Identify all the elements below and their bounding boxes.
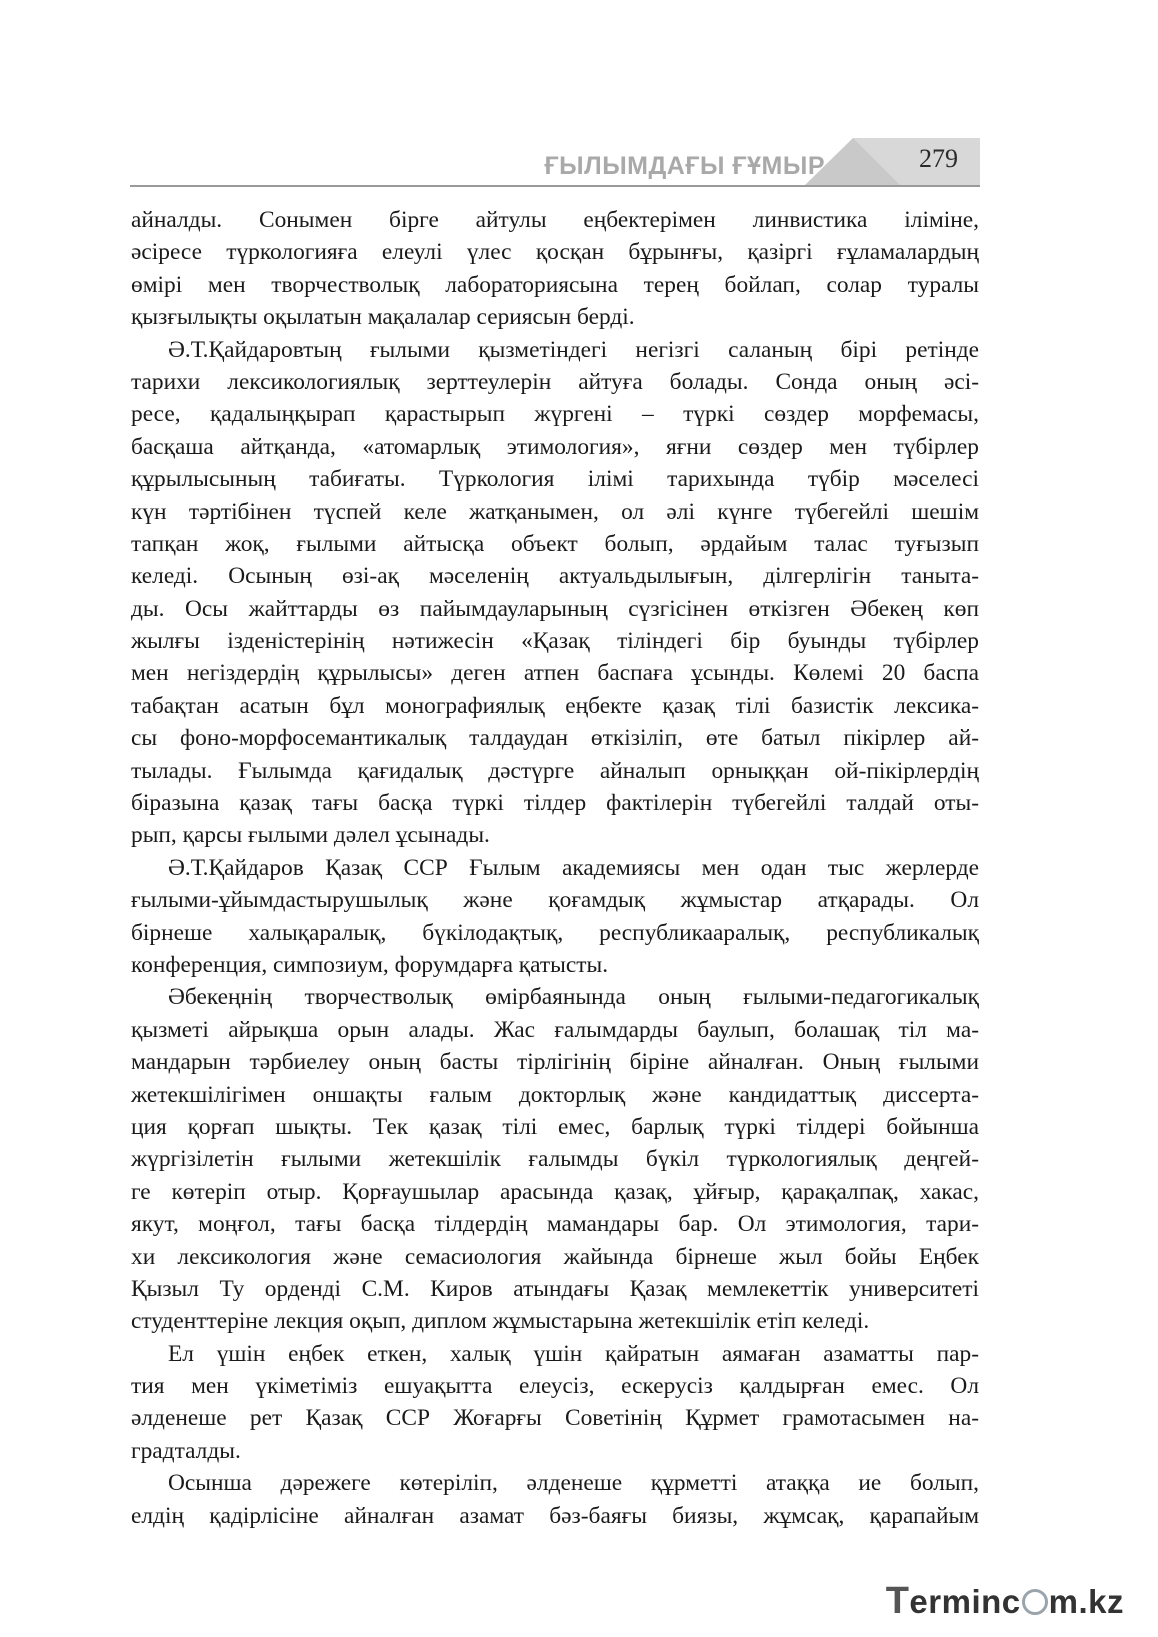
text-line: тапқан жоқ, ғылыми айтысқа объект болып, әрдайым талас туғызып	[131, 530, 979, 557]
text-line: жылғы ізденістерінің нәтижесін «Қазақ тіліндегі бір буынды түбірлер	[131, 628, 979, 655]
text-line: Осынша дәрежеге көтеріліп, әлденеше құрметті атаққа ие болып,	[168, 1470, 979, 1497]
text-line: хи лексикология және семасиология жайында бірнеше жыл бойы Еңбек	[131, 1243, 979, 1270]
text-line: студенттеріне лекция оқып, диплом жұмыстарына жетекшілік етіп келеді.	[131, 1308, 870, 1335]
page-number-tab	[805, 138, 980, 185]
text-line: құрылысының табиғаты. Түркология ілімі тарихында түбір мәселесі	[131, 466, 979, 493]
text-line: сы фоно-морфосемантикалық талдаудан өткізіліп, өте батыл пікірлер ай-	[131, 725, 979, 752]
header-rule	[130, 185, 980, 187]
page-number: 279	[919, 144, 958, 173]
text-line: тарихи лексикологиялық зерттеулерін айтуға болады. Сонда оның әсі-	[131, 368, 979, 395]
text-line: қызметі айрықша орын алады. Жас ғалымдарды баулып, болашақ тіл ма-	[131, 1016, 979, 1043]
text-line: конференция, симпозиум, форумдарға қатысты.	[131, 951, 609, 978]
text-line: келеді. Осының өзі-ақ мәселенің актуальдылығын, ділгерлігін таныта-	[131, 563, 979, 590]
text-line: Ә.Т.Қайдаровтың ғылыми қызметіндегі негізгі саланың бірі ретінде	[168, 336, 979, 363]
text-line: якут, моңғол, тағы басқа тілдердің мамандары бар. Ол этимология, тари-	[131, 1211, 979, 1238]
text-line: жүргізілетін ғылыми жетекшілік ғалымды бүкіл түркологиялық деңгей-	[131, 1146, 979, 1173]
text-line: ды. Осы жайттарды өз пайымдауларының сүзгісінен өткізген Әбекең көп	[131, 595, 979, 622]
running-header-title: ҒЫЛЫМДАҒЫ ҒҰМЫР	[544, 152, 825, 180]
text-line: Әбекеңнің творчестволық өмірбаянында оның ғылыми-педагогикалық	[168, 984, 979, 1011]
text-line: бірнеше халықаралық, бүкілодақтық, республикааралық, республикалық	[131, 919, 979, 946]
text-line: ге көтеріп отыр. Қорғаушылар арасында қазақ, ұйғыр, қарақалпақ, хакас,	[131, 1178, 979, 1205]
text-line: тылады. Ғылымда қағидалық дәстүрге айналып орныққан ой-пікірлердің	[131, 757, 979, 784]
watermark-text-2: m.kz	[1048, 1583, 1124, 1620]
text-line: әлденеше рет Қазақ ССР Жоғарғы Советінің Құрмет грамотасымен на-	[131, 1405, 979, 1432]
text-line: елдің қадірлісіне айналған азамат бәз-баяғы биязы, жұмсақ, қарапайым	[131, 1502, 979, 1529]
text-line: рып, қарсы ғылыми дәлел ұсынады.	[131, 822, 490, 849]
running-header	[130, 138, 980, 188]
text-line: ресе, қадалыңқырап қарастырып жүргені – түркі сөздер морфемасы,	[131, 401, 979, 428]
text-line: қызғылықты оқылатын мақалалар сериясын берді.	[131, 304, 635, 331]
text-line: Қызыл Ту орденді С.М. Киров атындағы Қазақ мемлекеттік университеті	[131, 1275, 979, 1302]
watermark-t: T	[885, 1580, 910, 1622]
text-line: Ә.Т.Қайдаров Қазақ ССР Ғылым академиясы мен одан тыс жерлерде	[168, 854, 979, 881]
text-line: жетекшілігімен оншақты ғалым докторлық және кандидаттық диссерта-	[131, 1081, 979, 1108]
text-line: әсіресе түркологияға елеулі үлес қосқан бұрынғы, қазіргі ғұламалардың	[131, 239, 979, 266]
magnifier-icon	[1022, 1589, 1048, 1615]
text-line: өмірі мен творчестволық лабораториясына терең бойлап, солар туралы	[131, 271, 979, 298]
text-line: градталды.	[131, 1437, 241, 1464]
text-line: мандарын тәрбиелеу оның басты тірлігінің біріне айналған. Оның ғылыми	[131, 1049, 979, 1076]
text-line: ция қорғап шықты. Тек қазақ тілі емес, барлық түркі тілдері бойынша	[131, 1113, 979, 1140]
text-line: мен негіздердің құрылысы» деген атпен баспаға ұсынды. Көлемі 20 баспа	[131, 660, 979, 687]
body-text	[131, 204, 979, 1532]
text-line: Ел үшін еңбек еткен, халық үшін қайратын аямаған азаматты пар-	[168, 1340, 979, 1367]
text-line: басқаша айтқанда, «атомарлық этимология», яғни сөздер мен түбірлер	[131, 433, 979, 460]
watermark-text-1: erminc	[909, 1583, 1021, 1620]
watermark-logo	[886, 1580, 1124, 1623]
text-line: тия мен үкіметіміз ешуақытта елеусіз, ескерусіз қалдырған емес. Ол	[131, 1373, 979, 1400]
text-line: ғылыми-ұйымдастырушылық және қоғамдық жұмыстар атқарады. Ол	[131, 887, 979, 914]
text-line: күн тәртібінен түспей келе жатқанымен, ол әлі күнге түбегейлі шешім	[131, 498, 979, 525]
text-line: айналды. Сонымен бірге айтулы еңбектерімен линвистика іліміне,	[131, 207, 979, 233]
text-line: біразына қазақ тағы басқа түркі тілдер фактілерін түбегейлі талдай оты-	[131, 790, 979, 817]
text-line: табақтан асатын бұл монографиялық еңбекте қазақ тілі базистік лексика-	[131, 692, 979, 719]
